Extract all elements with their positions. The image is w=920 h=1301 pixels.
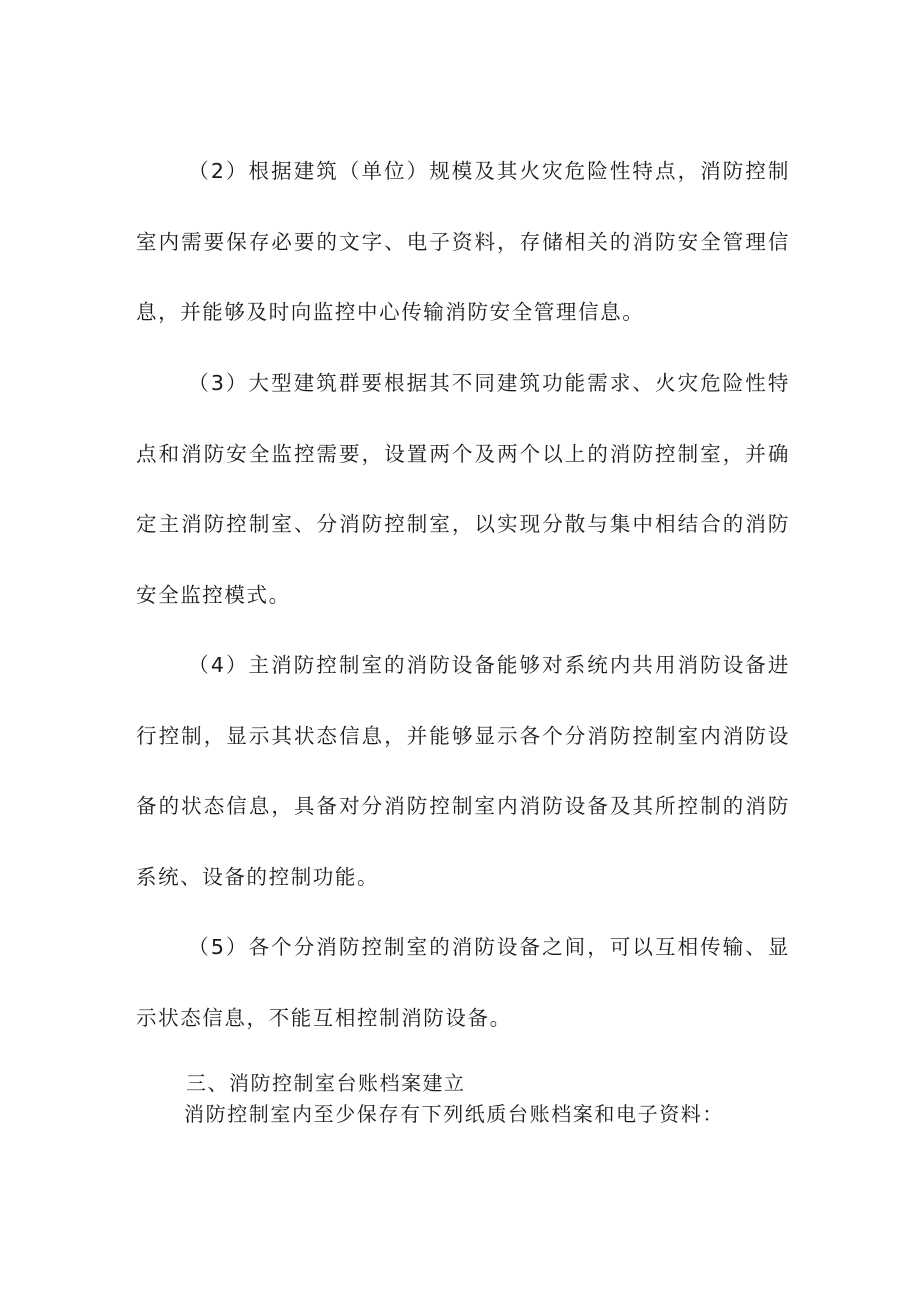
paragraph-item-5: （5）各个分消防控制室的消防设备之间，可以互相传输、显示状态信息，不能互相控制消防设备。 — [136, 935, 790, 1030]
section-intro: 消防控制室内至少保存有下列纸质台账档案和电子资料： — [184, 1102, 724, 1126]
paragraph-item-3: （3）大型建筑群要根据其不同建筑功能需求、火灾危险性特点和消防安全监控需要，设置两个及两个以上的消防控制室，并确定主消防控制室、分消防控制室，以实现分散与集中相结合的消防安全监控模式。 — [136, 371, 790, 607]
paragraph-item-2: （2）根据建筑（单位）规模及其火灾危险性特点，消防控制室内需要保存必要的文字、电子资料，存储相关的消防安全管理信息，并能够及时向监控中心传输消防安全管理信息。 — [136, 159, 790, 324]
section-heading: 三、消防控制室台账档案建立 — [186, 1071, 466, 1095]
paragraph-item-4: （4）主消防控制室的消防设备能够对系统内共用消防设备进行控制，显示其状态信息，并能够显示各个分消防控制室内消防设备的状态信息，具备对分消防控制室内消防设备及其所控制的消防系统、设备的控制功能。 — [136, 653, 790, 889]
